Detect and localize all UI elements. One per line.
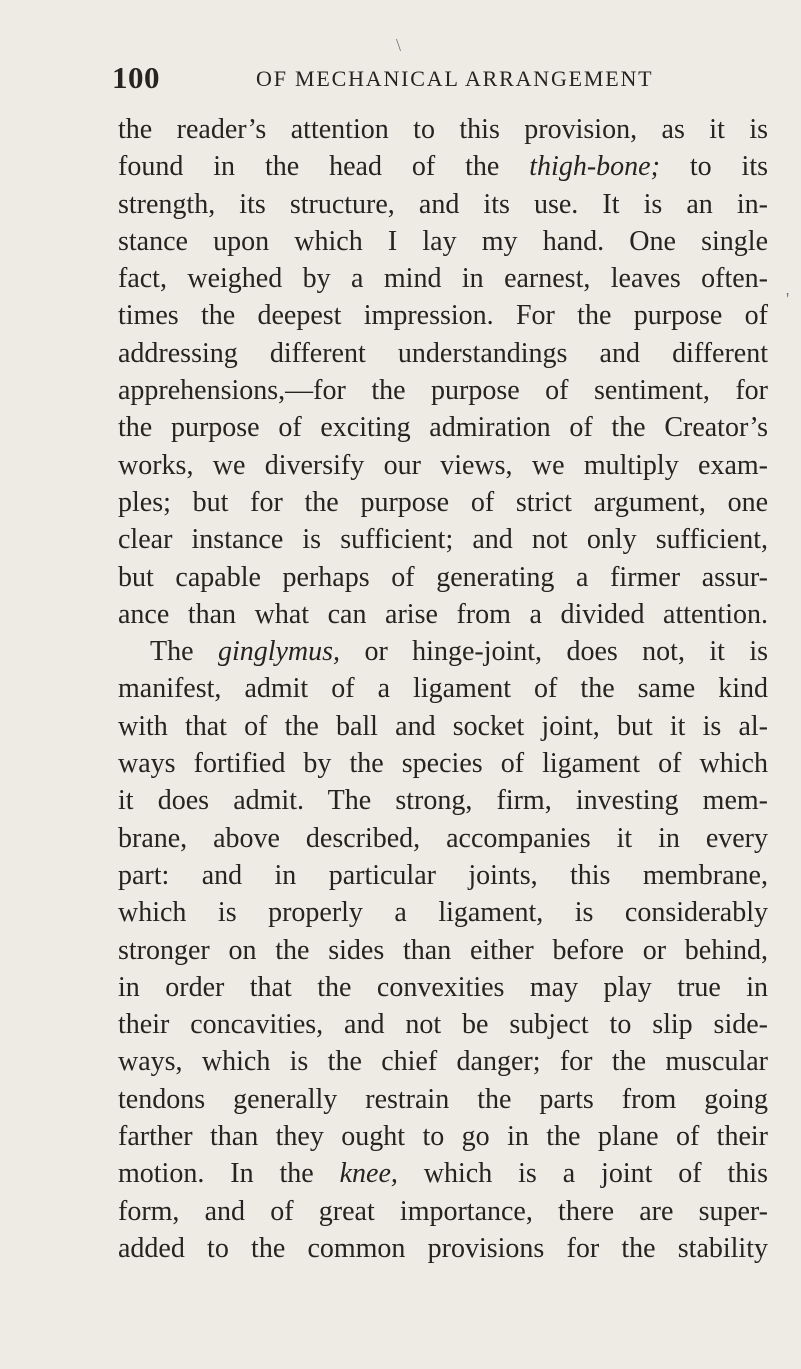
text-line: times the deepest impression. For the purpose of — [118, 300, 768, 332]
text-line: form, and of great importance, there are super- — [118, 1195, 768, 1227]
text-span: motion. In the — [118, 1158, 340, 1190]
text-line: manifest, admit of a ligament of the same kind — [118, 673, 768, 705]
italic-term: knee, — [339, 1158, 398, 1190]
text-line: their concavities, and not be subject to slip side- — [118, 1009, 768, 1041]
text-line: fact, weighed by a mind in earnest, leaves often- — [118, 263, 768, 295]
text-line: which is properly a ligament, is considerably — [118, 897, 768, 929]
italic-term: ginglymus, — [217, 636, 341, 668]
text-line: ance than what can arise from a divided attention. — [118, 598, 768, 630]
text-span: which is a joint of this — [397, 1158, 768, 1190]
text-span: to its — [659, 151, 768, 183]
text-line: added to the common provisions for the stability — [118, 1232, 768, 1264]
text-line — [118, 1155, 768, 1192]
text-line: farther than they ought to go in the plane of their — [118, 1121, 768, 1153]
text-span: The — [150, 636, 218, 668]
print-speck: \ — [396, 35, 402, 55]
italic-term: thigh-bone; — [529, 151, 660, 183]
text-line: brane, above described, accompanies it in every — [118, 822, 768, 854]
text-line: but capable perhaps of generating a firmer assur- — [118, 561, 768, 593]
paragraph-2 — [118, 633, 768, 1267]
text-line: part: and in particular joints, this membrane, — [118, 859, 768, 891]
page-body — [118, 111, 768, 1267]
paragraph-1 — [118, 111, 768, 633]
text-line: clear instance is sufficient; and not only sufficient, — [118, 524, 768, 556]
text-line: tendons generally restrain the parts from going — [118, 1083, 768, 1115]
text-line: ples; but for the purpose of strict argument, one — [118, 486, 768, 518]
running-head: OF MECHANICAL ARRANGEMENT — [256, 66, 654, 91]
print-speck: ' — [786, 289, 790, 309]
text-line: apprehensions,—for the purpose of sentiment, for — [118, 375, 768, 407]
text-span: found in the head of the — [118, 151, 530, 183]
text-line: addressing different understandings and different — [118, 337, 768, 369]
text-line: the reader’s attention to this provision, as it is — [118, 114, 768, 145]
text-line: stance upon which I lay my hand. One single — [118, 225, 768, 257]
text-line: ways fortified by the species of ligament of which — [118, 748, 768, 780]
text-line: strength, its structure, and its use. It is an in- — [118, 188, 768, 220]
text-line — [118, 148, 768, 185]
text-line: it does admit. The strong, firm, investing mem- — [118, 785, 768, 817]
text-span: or hinge-joint, does not, it is — [340, 636, 768, 668]
text-line: in order that the convexities may play true in — [118, 971, 768, 1003]
text-line — [118, 633, 768, 670]
text-line: works, we diversify our views, we multiply exam- — [118, 449, 768, 481]
text-line: the purpose of exciting admiration of the Creator’s — [118, 412, 768, 444]
page-header — [112, 60, 752, 100]
text-line: stronger on the sides than either before or behind, — [118, 934, 768, 966]
page-number: 100 — [112, 60, 160, 95]
text-line: with that of the ball and socket joint, but it is al- — [118, 710, 768, 742]
text-line: ways, which is the chief danger; for the muscular — [118, 1046, 768, 1078]
